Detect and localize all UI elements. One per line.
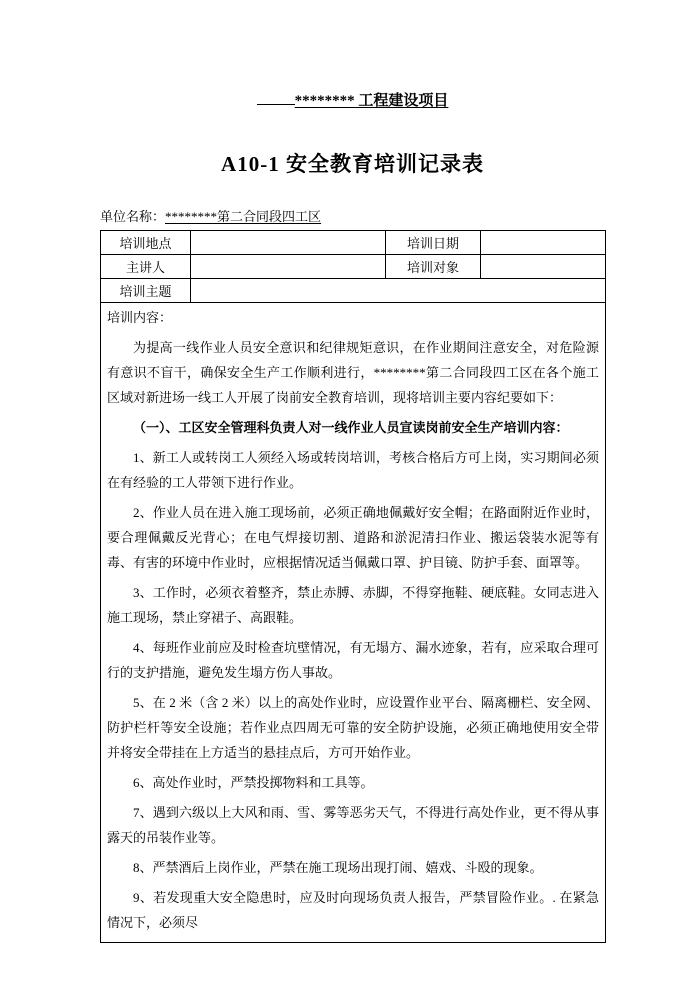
field-value-training-topic[interactable]	[191, 279, 606, 303]
table-row	[101, 279, 606, 303]
content-item-6: 6、高处作业时，严禁投掷物料和工具等。	[133, 775, 374, 790]
field-value-trainees[interactable]	[481, 255, 606, 279]
unit-name-line	[100, 208, 605, 226]
field-label-lecturer: 主讲人	[101, 255, 191, 279]
content-item-4: 4、每班作业前应及时检查坑壁情况，有无塌方、漏水迹象，若有，应采取合理可行的支护措施，避免发生塌方伤人事故。	[107, 640, 599, 680]
field-label-training-location: 培训地点	[101, 231, 191, 255]
project-name: ******** 工程建设项目	[294, 93, 449, 109]
header-blank-underline	[257, 90, 295, 105]
content-intro-paragraph: 为提高一线作业人员安全意识和纪律规矩意识，在作业期间注意安全，对危险源有意识不盲干，确保安全生产工作顺利进行，********第二合同段四工区在各个施工区域对新进场一线工人开展了岗前安全教育培训，现将培训主要内容纪要如下：	[107, 340, 599, 405]
project-header-line	[100, 90, 605, 110]
content-label: 培训内容：	[107, 310, 173, 325]
field-value-lecturer[interactable]	[191, 255, 386, 279]
content-item-8: 8、严禁酒后上岗作业，严禁在施工现场出现打闹、嬉戏、斗殴的现象。	[133, 860, 543, 875]
page-title: A10-1 安全教育培训记录表	[221, 152, 484, 176]
content-item-5: 5、在 2 米（含 2 米）以上的高处作业时，应设置作业平台、隔离栅栏、安全网、防护栏杆等安全设施；若作业点四周无可靠的安全防护设施，必须正确地使用安全带并将安全带挂在上方适当的悬挂点后，方可开始作业。	[107, 695, 599, 760]
content-item-3: 3、工作时，必须衣着整齐，禁止赤膊、赤脚，不得穿拖鞋、硬底鞋。女同志进入施工现场，禁止穿裙子、高跟鞋。	[107, 585, 599, 625]
training-record-table	[100, 230, 606, 943]
content-item-1: 1、新工人或转岗工人须经入场或转岗培训，考核合格后方可上岗，实习期间必须在有经验的工人带领下进行作业。	[107, 450, 599, 490]
unit-name-label: 单位名称：	[100, 209, 166, 224]
table-row	[101, 303, 606, 943]
content-item-2: 2、作业人员在进入施工现场前，必须正确地佩戴好安全帽；在路面附近作业时，要合理佩戴反光背心；在电气焊接切割、道路和淤泥清扫作业、搬运袋装水泥等有毒、有害的环境中作业时，应根据情况适当佩戴口罩、护目镜、防护手套、面罩等。	[107, 505, 599, 570]
unit-name-value: ********第二合同段四工区	[165, 209, 322, 224]
field-value-training-date[interactable]	[481, 231, 606, 255]
field-label-training-topic: 培训主题	[101, 279, 191, 303]
field-label-training-date: 培训日期	[386, 231, 481, 255]
field-label-trainees: 培训对象	[386, 255, 481, 279]
table-row	[101, 231, 606, 255]
field-value-training-location[interactable]	[191, 231, 386, 255]
training-content-cell	[101, 303, 606, 943]
table-row	[101, 255, 606, 279]
content-item-9: 9、若发现重大安全隐患时，应及时向现场负责人报告，严禁冒险作业。. 在紧急情况下，必须尽	[107, 890, 599, 930]
content-section-heading: （一）、工区安全管理科负责人对一线作业人员宣读岗前安全生产培训内容：	[133, 420, 569, 435]
content-item-7: 7、遇到六级以上大风和雨、雪、雾等恶劣天气，不得进行高处作业，更不得从事露天的吊装作业等。	[107, 805, 599, 845]
